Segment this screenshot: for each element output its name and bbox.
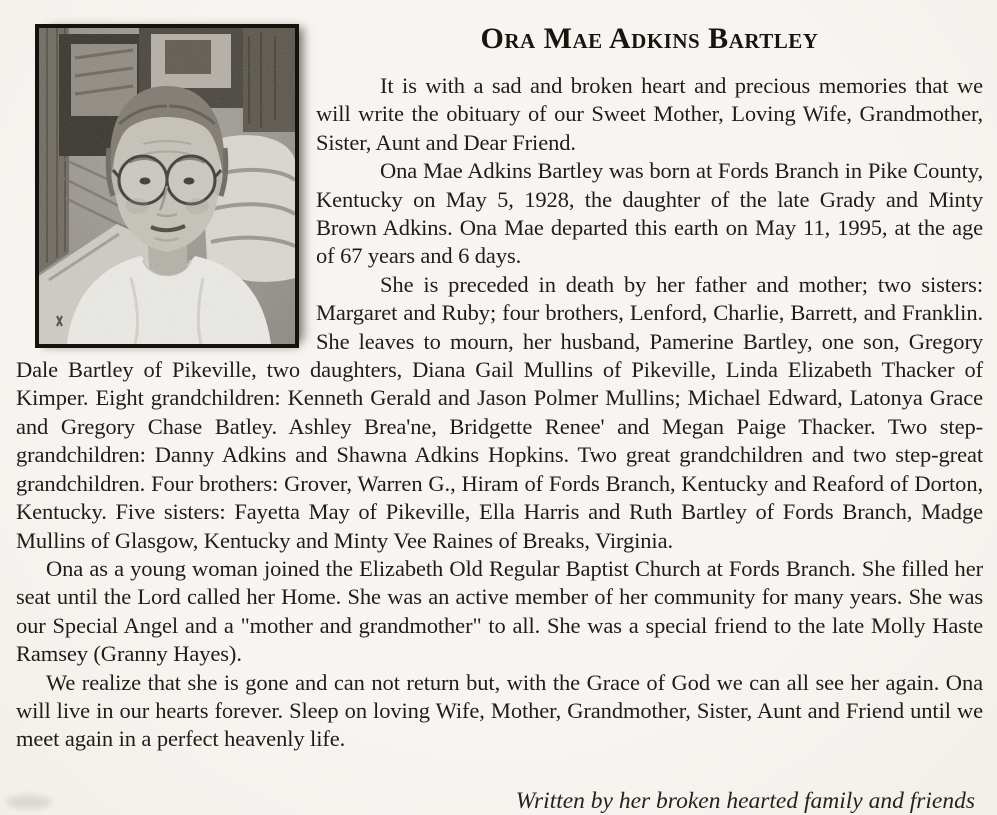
photo-frame <box>35 24 299 348</box>
portrait-photo-illustration <box>39 28 295 344</box>
page-title: Ora Mae Adkins Bartley <box>480 22 819 55</box>
portrait-photo <box>35 24 299 348</box>
obituary-paragraph-farewell: We realize that she is gone and can not return but, with the Grace of God we can all see her again. Ona will live in our hearts forever. Sleep on loving Wife, Mother, Grandmother, Sister, Aunt and Friend until we meet again in a perfect heavenly life. <box>16 669 983 752</box>
obituary-paragraph-church: Ona as a young woman joined the Elizabeth Old Regular Baptist Church at Fords Branch. She filled her seat until the Lord called her Home. She was an active member of her community for many years. She was our Special Angel and a "mother and grandmother" to all. She was a special friend to the late Molly Haste Ramsey (Granny Hayes). <box>16 555 983 667</box>
obituary-paragraph-birth: Ona Mae Adkins Bartley was born at Fords Branch in Pike County, Kentucky on May 5, 1928, the daughter of the late Grady and Minty Brown Adkins. Ona Mae departed this earth on May 11, 1995, at the age of 67 years and 6 days. <box>316 158 983 269</box>
scan-smudge <box>6 795 52 809</box>
obituary-paragraph-intro: It is with a sad and broken heart and precious memories that we will write the obituary of our Sweet Mother, Loving Wife, Grandmother, Sister, Aunt and Dear Friend. <box>316 73 983 155</box>
byline: Written by her broken hearted family and friends <box>515 787 975 814</box>
obituary-paragraph-family: She is preceded in death by her father and mother; two sisters: Margaret and Ruby; four brothers, Lenford, Charlie, Barrett, and Franklin. She leaves to mourn, her husband, Pamerine Bartley, one son, Gregory Dale Bartley of Pikeville, two daughters, Diana Gail Mullins of Pikeville, Linda Elizabeth Thacker of Kimper. Eight grandchildren: Kenneth Gerald and Jason Polmer Mullins; Michael Edward, Latonya Grace and Gregory Chase Batley. Ashley Brea'ne, Bridgette Renee' and Megan Paige Thacker. Two step-grandchildren: Danny Adkins and Shawna Adkins Hopkins. Two great grandchildren and two step-great grandchildren. Four brothers: Grover, Warren G., Hiram of Fords Branch, Kentucky and Reaford of Dorton, Kentucky. Five sisters: Fayetta May of Pikeville, Ella Harris and Ruth Bartley of Fords Branch, Madge Mullins of Glasgow, Kentucky and Minty Vee Raines of Breaks, Virginia. <box>16 271 983 553</box>
